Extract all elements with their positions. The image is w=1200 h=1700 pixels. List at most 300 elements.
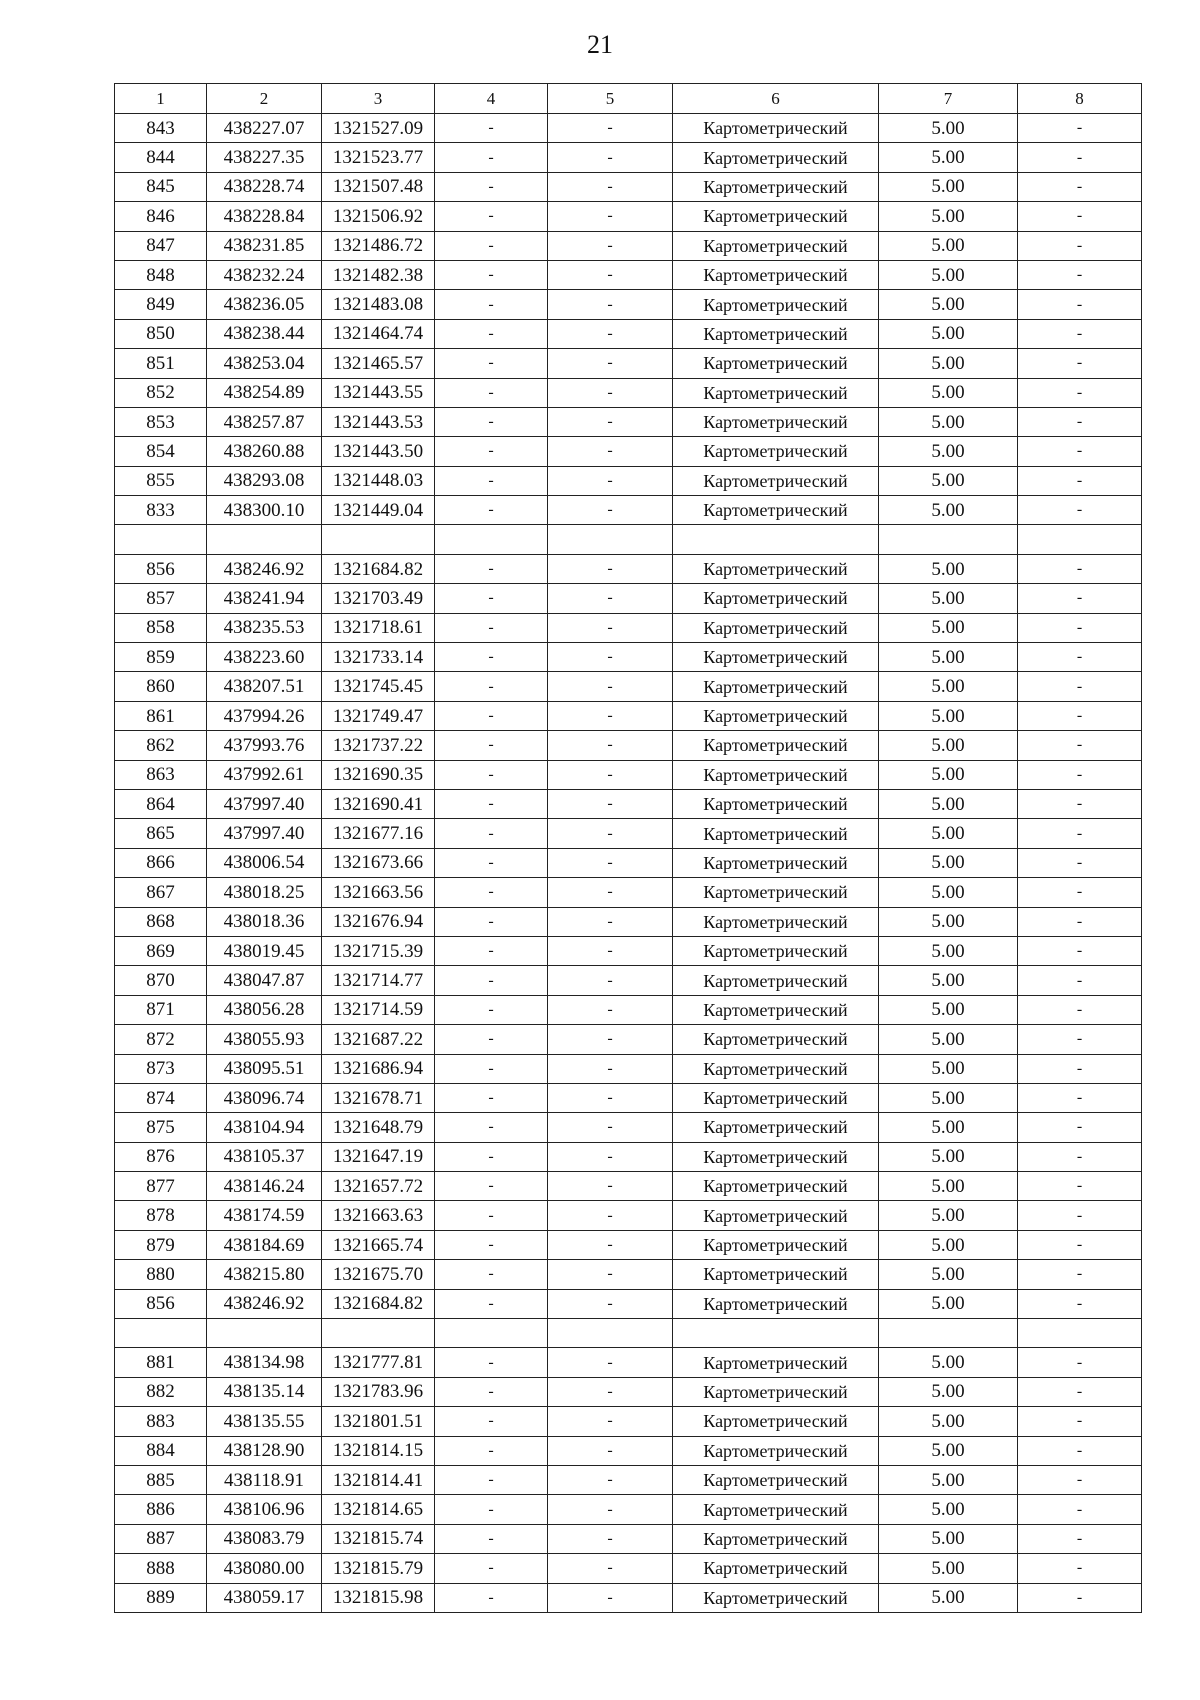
method-cell: Картометрический xyxy=(673,731,879,760)
accuracy-cell: 5.00 xyxy=(879,907,1018,936)
col4-cell xyxy=(435,1319,548,1348)
x-coordinate-cell: 438118.91 xyxy=(207,1465,322,1494)
accuracy-cell: 5.00 xyxy=(879,1054,1018,1083)
method-cell xyxy=(673,525,879,554)
col4-cell: - xyxy=(435,936,548,965)
point-number-cell: 833 xyxy=(115,496,207,525)
col5-cell: - xyxy=(548,496,673,525)
col5-cell: - xyxy=(548,1260,673,1289)
col8-cell: - xyxy=(1018,907,1142,936)
table-row xyxy=(115,143,1142,172)
method-cell: Картометрический xyxy=(673,378,879,407)
x-coordinate-cell: 438228.74 xyxy=(207,172,322,201)
x-coordinate-cell: 437992.61 xyxy=(207,760,322,789)
method-cell: Картометрический xyxy=(673,1348,879,1377)
table-row xyxy=(115,613,1142,642)
table-row xyxy=(115,466,1142,495)
method-cell: Картометрический xyxy=(673,260,879,289)
point-number-cell: 874 xyxy=(115,1083,207,1112)
table-row xyxy=(115,995,1142,1024)
point-number-cell: 861 xyxy=(115,701,207,730)
method-cell: Картометрический xyxy=(673,1142,879,1171)
y-coordinate-cell: 1321676.94 xyxy=(322,907,435,936)
col5-cell: - xyxy=(548,936,673,965)
col5-cell: - xyxy=(548,701,673,730)
x-coordinate-cell: 438056.28 xyxy=(207,995,322,1024)
table-row xyxy=(115,1319,1142,1348)
table-row xyxy=(115,1407,1142,1436)
method-cell: Картометрический xyxy=(673,496,879,525)
x-coordinate-cell: 438232.24 xyxy=(207,260,322,289)
col8-cell: - xyxy=(1018,1172,1142,1201)
col5-cell: - xyxy=(548,466,673,495)
x-coordinate-cell: 438235.53 xyxy=(207,613,322,642)
col5-cell: - xyxy=(548,1495,673,1524)
accuracy-cell: 5.00 xyxy=(879,1583,1018,1612)
y-coordinate-cell: 1321482.38 xyxy=(322,260,435,289)
table-row xyxy=(115,172,1142,201)
col5-cell: - xyxy=(548,672,673,701)
point-number-cell: 848 xyxy=(115,260,207,289)
column-header: 6 xyxy=(673,84,879,114)
coordinates-table xyxy=(114,83,1142,1613)
col4-cell: - xyxy=(435,701,548,730)
col8-cell xyxy=(1018,525,1142,554)
col8-cell: - xyxy=(1018,1495,1142,1524)
col4-cell: - xyxy=(435,172,548,201)
col8-cell: - xyxy=(1018,966,1142,995)
y-coordinate-cell: 1321687.22 xyxy=(322,1025,435,1054)
col8-cell: - xyxy=(1018,760,1142,789)
table-row xyxy=(115,554,1142,583)
col5-cell: - xyxy=(548,731,673,760)
point-number-cell: 871 xyxy=(115,995,207,1024)
method-cell: Картометрический xyxy=(673,966,879,995)
accuracy-cell: 5.00 xyxy=(879,202,1018,231)
method-cell: Картометрический xyxy=(673,1113,879,1142)
y-coordinate-cell: 1321815.74 xyxy=(322,1524,435,1553)
table-row xyxy=(115,1260,1142,1289)
method-cell: Картометрический xyxy=(673,143,879,172)
page-number: 21 xyxy=(587,30,613,59)
method-cell: Картометрический xyxy=(673,554,879,583)
col4-cell: - xyxy=(435,1465,548,1494)
method-cell: Картометрический xyxy=(673,848,879,877)
header-row xyxy=(115,84,1142,114)
table-row xyxy=(115,525,1142,554)
col4-cell: - xyxy=(435,349,548,378)
accuracy-cell: 5.00 xyxy=(879,878,1018,907)
col8-cell: - xyxy=(1018,1083,1142,1112)
x-coordinate-cell: 438019.45 xyxy=(207,936,322,965)
col8-cell: - xyxy=(1018,1025,1142,1054)
table-row xyxy=(115,1465,1142,1494)
x-coordinate-cell: 438253.04 xyxy=(207,349,322,378)
x-coordinate-cell: 438106.96 xyxy=(207,1495,322,1524)
table-row xyxy=(115,1377,1142,1406)
y-coordinate-cell: 1321675.70 xyxy=(322,1260,435,1289)
method-cell: Картометрический xyxy=(673,1377,879,1406)
x-coordinate-cell: 438227.07 xyxy=(207,114,322,143)
table-row xyxy=(115,966,1142,995)
point-number-cell: 867 xyxy=(115,878,207,907)
point-number-cell: 855 xyxy=(115,466,207,495)
accuracy-cell: 5.00 xyxy=(879,1113,1018,1142)
method-cell: Картометрический xyxy=(673,349,879,378)
x-coordinate-cell: 438236.05 xyxy=(207,290,322,319)
col5-cell: - xyxy=(548,437,673,466)
y-coordinate-cell: 1321663.56 xyxy=(322,878,435,907)
method-cell: Картометрический xyxy=(673,1465,879,1494)
point-number-cell: 857 xyxy=(115,584,207,613)
y-coordinate-cell xyxy=(322,1319,435,1348)
table-row xyxy=(115,731,1142,760)
col8-cell: - xyxy=(1018,496,1142,525)
point-number-cell: 878 xyxy=(115,1201,207,1230)
table-row xyxy=(115,378,1142,407)
accuracy-cell: 5.00 xyxy=(879,701,1018,730)
x-coordinate-cell: 438080.00 xyxy=(207,1554,322,1583)
point-number-cell: 854 xyxy=(115,437,207,466)
col8-cell: - xyxy=(1018,1113,1142,1142)
point-number-cell: 870 xyxy=(115,966,207,995)
accuracy-cell: 5.00 xyxy=(879,731,1018,760)
col4-cell: - xyxy=(435,319,548,348)
col5-cell: - xyxy=(548,143,673,172)
table-row xyxy=(115,1054,1142,1083)
method-cell: Картометрический xyxy=(673,672,879,701)
accuracy-cell: 5.00 xyxy=(879,789,1018,818)
col4-cell: - xyxy=(435,1260,548,1289)
accuracy-cell: 5.00 xyxy=(879,114,1018,143)
y-coordinate-cell: 1321483.08 xyxy=(322,290,435,319)
accuracy-cell: 5.00 xyxy=(879,613,1018,642)
accuracy-cell: 5.00 xyxy=(879,437,1018,466)
y-coordinate-cell: 1321677.16 xyxy=(322,819,435,848)
col8-cell: - xyxy=(1018,349,1142,378)
point-number-cell: 849 xyxy=(115,290,207,319)
col4-cell: - xyxy=(435,1289,548,1318)
col8-cell: - xyxy=(1018,1583,1142,1612)
y-coordinate-cell: 1321690.41 xyxy=(322,789,435,818)
table-row xyxy=(115,1583,1142,1612)
method-cell: Картометрический xyxy=(673,202,879,231)
method-cell: Картометрический xyxy=(673,290,879,319)
accuracy-cell: 5.00 xyxy=(879,1554,1018,1583)
method-cell: Картометрический xyxy=(673,613,879,642)
y-coordinate-cell: 1321718.61 xyxy=(322,613,435,642)
accuracy-cell: 5.00 xyxy=(879,319,1018,348)
y-coordinate-cell: 1321814.41 xyxy=(322,1465,435,1494)
method-cell: Картометрический xyxy=(673,1083,879,1112)
col8-cell: - xyxy=(1018,260,1142,289)
table-row xyxy=(115,1142,1142,1171)
y-coordinate-cell: 1321486.72 xyxy=(322,231,435,260)
y-coordinate-cell: 1321648.79 xyxy=(322,1113,435,1142)
point-number-cell: 875 xyxy=(115,1113,207,1142)
x-coordinate-cell: 438083.79 xyxy=(207,1524,322,1553)
x-coordinate-cell: 438223.60 xyxy=(207,643,322,672)
col8-cell: - xyxy=(1018,1142,1142,1171)
x-coordinate-cell: 438207.51 xyxy=(207,672,322,701)
x-coordinate-cell xyxy=(207,525,322,554)
table-row xyxy=(115,1524,1142,1553)
y-coordinate-cell: 1321523.77 xyxy=(322,143,435,172)
col4-cell: - xyxy=(435,848,548,877)
point-number-cell: 844 xyxy=(115,143,207,172)
table-row xyxy=(115,1348,1142,1377)
col4-cell: - xyxy=(435,1495,548,1524)
col8-cell: - xyxy=(1018,1348,1142,1377)
y-coordinate-cell: 1321464.74 xyxy=(322,319,435,348)
accuracy-cell: 5.00 xyxy=(879,378,1018,407)
y-coordinate-cell: 1321443.55 xyxy=(322,378,435,407)
point-number-cell: 858 xyxy=(115,613,207,642)
col4-cell: - xyxy=(435,878,548,907)
col4-cell: - xyxy=(435,260,548,289)
col4-cell: - xyxy=(435,496,548,525)
col4-cell: - xyxy=(435,1436,548,1465)
col5-cell: - xyxy=(548,1583,673,1612)
col4-cell: - xyxy=(435,1554,548,1583)
col4-cell: - xyxy=(435,114,548,143)
col4-cell: - xyxy=(435,1230,548,1259)
col5-cell: - xyxy=(548,1524,673,1553)
table-row xyxy=(115,407,1142,436)
table-row xyxy=(115,1172,1142,1201)
accuracy-cell: 5.00 xyxy=(879,584,1018,613)
method-cell: Картометрический xyxy=(673,584,879,613)
x-coordinate-cell: 438260.88 xyxy=(207,437,322,466)
y-coordinate-cell: 1321801.51 xyxy=(322,1407,435,1436)
point-number-cell: 884 xyxy=(115,1436,207,1465)
point-number-cell: 886 xyxy=(115,1495,207,1524)
col8-cell: - xyxy=(1018,1554,1142,1583)
x-coordinate-cell: 438146.24 xyxy=(207,1172,322,1201)
col8-cell: - xyxy=(1018,995,1142,1024)
y-coordinate-cell: 1321703.49 xyxy=(322,584,435,613)
method-cell: Картометрический xyxy=(673,995,879,1024)
col4-cell: - xyxy=(435,1407,548,1436)
point-number-cell: 856 xyxy=(115,1289,207,1318)
method-cell: Картометрический xyxy=(673,466,879,495)
point-number-cell: 883 xyxy=(115,1407,207,1436)
y-coordinate-cell: 1321449.04 xyxy=(322,496,435,525)
method-cell: Картометрический xyxy=(673,1407,879,1436)
x-coordinate-cell: 438238.44 xyxy=(207,319,322,348)
x-coordinate-cell: 438055.93 xyxy=(207,1025,322,1054)
x-coordinate-cell: 438174.59 xyxy=(207,1201,322,1230)
col5-cell: - xyxy=(548,260,673,289)
x-coordinate-cell xyxy=(207,1319,322,1348)
col4-cell: - xyxy=(435,1201,548,1230)
accuracy-cell: 5.00 xyxy=(879,1142,1018,1171)
accuracy-cell: 5.00 xyxy=(879,819,1018,848)
y-coordinate-cell: 1321714.59 xyxy=(322,995,435,1024)
table-row xyxy=(115,672,1142,701)
col5-cell: - xyxy=(548,789,673,818)
accuracy-cell: 5.00 xyxy=(879,848,1018,877)
accuracy-cell: 5.00 xyxy=(879,407,1018,436)
method-cell: Картометрический xyxy=(673,907,879,936)
accuracy-cell: 5.00 xyxy=(879,643,1018,672)
point-number-cell xyxy=(115,1319,207,1348)
col4-cell: - xyxy=(435,290,548,319)
method-cell: Картометрический xyxy=(673,878,879,907)
col4-cell: - xyxy=(435,613,548,642)
method-cell: Картометрический xyxy=(673,819,879,848)
col5-cell: - xyxy=(548,878,673,907)
point-number-cell: 868 xyxy=(115,907,207,936)
col8-cell: - xyxy=(1018,114,1142,143)
x-coordinate-cell: 438231.85 xyxy=(207,231,322,260)
method-cell: Картометрический xyxy=(673,789,879,818)
col8-cell: - xyxy=(1018,378,1142,407)
table-row xyxy=(115,1113,1142,1142)
col4-cell: - xyxy=(435,407,548,436)
col5-cell: - xyxy=(548,1465,673,1494)
col4-cell: - xyxy=(435,819,548,848)
table-row xyxy=(115,1554,1142,1583)
col4-cell: - xyxy=(435,672,548,701)
table-row xyxy=(115,1289,1142,1318)
col8-cell: - xyxy=(1018,1260,1142,1289)
accuracy-cell: 5.00 xyxy=(879,936,1018,965)
x-coordinate-cell: 437997.40 xyxy=(207,819,322,848)
method-cell: Картометрический xyxy=(673,1054,879,1083)
col5-cell: - xyxy=(548,1230,673,1259)
point-number-cell: 872 xyxy=(115,1025,207,1054)
col4-cell: - xyxy=(435,554,548,583)
y-coordinate-cell: 1321737.22 xyxy=(322,731,435,760)
point-number-cell: 863 xyxy=(115,760,207,789)
accuracy-cell: 5.00 xyxy=(879,995,1018,1024)
y-coordinate-cell: 1321448.03 xyxy=(322,466,435,495)
method-cell: Картометрический xyxy=(673,407,879,436)
method-cell: Картометрический xyxy=(673,172,879,201)
y-coordinate-cell: 1321745.45 xyxy=(322,672,435,701)
y-coordinate-cell: 1321506.92 xyxy=(322,202,435,231)
col8-cell: - xyxy=(1018,1436,1142,1465)
col4-cell: - xyxy=(435,466,548,495)
accuracy-cell: 5.00 xyxy=(879,1083,1018,1112)
point-number-cell: 852 xyxy=(115,378,207,407)
col5-cell: - xyxy=(548,584,673,613)
col8-cell: - xyxy=(1018,1289,1142,1318)
col4-cell: - xyxy=(435,907,548,936)
col5-cell xyxy=(548,525,673,554)
method-cell: Картометрический xyxy=(673,701,879,730)
y-coordinate-cell: 1321647.19 xyxy=(322,1142,435,1171)
col8-cell: - xyxy=(1018,1054,1142,1083)
accuracy-cell: 5.00 xyxy=(879,1289,1018,1318)
x-coordinate-cell: 438228.84 xyxy=(207,202,322,231)
col4-cell: - xyxy=(435,1583,548,1612)
table-row xyxy=(115,1495,1142,1524)
table-row xyxy=(115,907,1142,936)
point-number-cell: 888 xyxy=(115,1554,207,1583)
col4-cell: - xyxy=(435,731,548,760)
col5-cell: - xyxy=(548,114,673,143)
column-header: 1 xyxy=(115,84,207,114)
point-number-cell: 881 xyxy=(115,1348,207,1377)
point-number-cell: 873 xyxy=(115,1054,207,1083)
accuracy-cell: 5.00 xyxy=(879,1436,1018,1465)
table-row xyxy=(115,789,1142,818)
method-cell: Картометрический xyxy=(673,1583,879,1612)
method-cell: Картометрический xyxy=(673,760,879,789)
point-number-cell: 864 xyxy=(115,789,207,818)
accuracy-cell: 5.00 xyxy=(879,143,1018,172)
column-header: 5 xyxy=(548,84,673,114)
col8-cell: - xyxy=(1018,878,1142,907)
table-row xyxy=(115,878,1142,907)
point-number-cell: 846 xyxy=(115,202,207,231)
table-row xyxy=(115,349,1142,378)
y-coordinate-cell: 1321663.63 xyxy=(322,1201,435,1230)
accuracy-cell: 5.00 xyxy=(879,1524,1018,1553)
point-number-cell: 853 xyxy=(115,407,207,436)
x-coordinate-cell: 438059.17 xyxy=(207,1583,322,1612)
point-number-cell xyxy=(115,525,207,554)
accuracy-cell: 5.00 xyxy=(879,496,1018,525)
point-number-cell: 862 xyxy=(115,731,207,760)
col8-cell: - xyxy=(1018,613,1142,642)
point-number-cell: 880 xyxy=(115,1260,207,1289)
col4-cell: - xyxy=(435,1377,548,1406)
point-number-cell: 866 xyxy=(115,848,207,877)
table-row xyxy=(115,760,1142,789)
y-coordinate-cell: 1321686.94 xyxy=(322,1054,435,1083)
accuracy-cell: 5.00 xyxy=(879,1407,1018,1436)
column-header: 7 xyxy=(879,84,1018,114)
col5-cell: - xyxy=(548,554,673,583)
col5-cell xyxy=(548,1319,673,1348)
y-coordinate-cell: 1321783.96 xyxy=(322,1377,435,1406)
col8-cell: - xyxy=(1018,1201,1142,1230)
col5-cell: - xyxy=(548,1172,673,1201)
method-cell: Картометрический xyxy=(673,231,879,260)
col4-cell xyxy=(435,525,548,554)
col5-cell: - xyxy=(548,319,673,348)
col5-cell: - xyxy=(548,1113,673,1142)
point-number-cell: 865 xyxy=(115,819,207,848)
point-number-cell: 843 xyxy=(115,114,207,143)
col4-cell: - xyxy=(435,584,548,613)
point-number-cell: 869 xyxy=(115,936,207,965)
y-coordinate-cell: 1321507.48 xyxy=(322,172,435,201)
accuracy-cell: 5.00 xyxy=(879,672,1018,701)
col8-cell: - xyxy=(1018,172,1142,201)
y-coordinate-cell: 1321684.82 xyxy=(322,1289,435,1318)
col5-cell: - xyxy=(548,907,673,936)
x-coordinate-cell: 437997.40 xyxy=(207,789,322,818)
y-coordinate-cell: 1321733.14 xyxy=(322,643,435,672)
col5-cell: - xyxy=(548,848,673,877)
accuracy-cell xyxy=(879,525,1018,554)
col8-cell: - xyxy=(1018,643,1142,672)
table-row xyxy=(115,848,1142,877)
table-row xyxy=(115,1201,1142,1230)
x-coordinate-cell: 438215.80 xyxy=(207,1260,322,1289)
y-coordinate-cell: 1321749.47 xyxy=(322,701,435,730)
method-cell: Картометрический xyxy=(673,1172,879,1201)
table-row xyxy=(115,496,1142,525)
col8-cell: - xyxy=(1018,731,1142,760)
y-coordinate-cell: 1321690.35 xyxy=(322,760,435,789)
col5-cell: - xyxy=(548,202,673,231)
table-row xyxy=(115,936,1142,965)
